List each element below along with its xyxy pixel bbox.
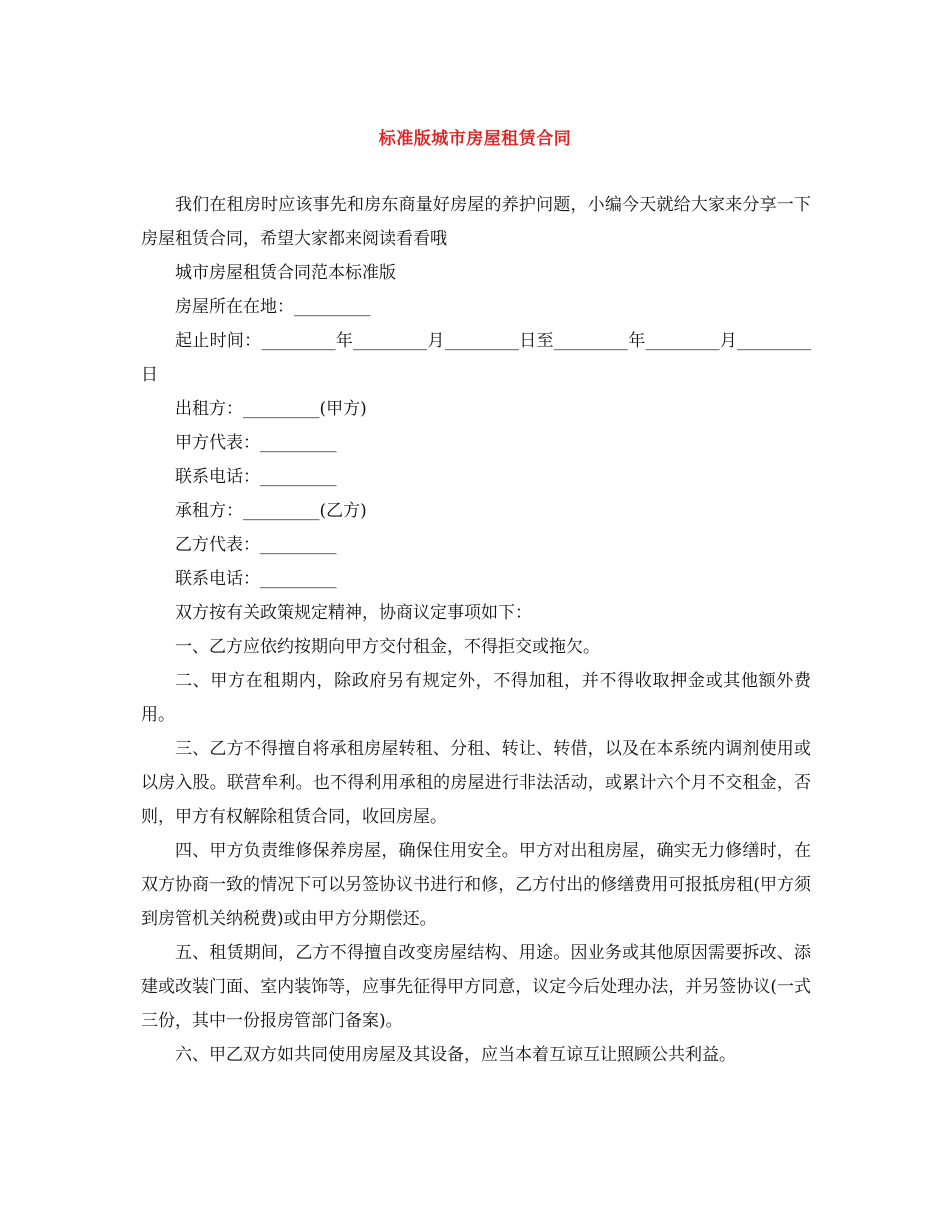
intro-paragraph: 我们在租房时应该事先和房东商量好房屋的养护问题，小编今天就给大家来分享一下房屋租赁合同，希望大家都来阅读看看哦 [141, 195, 811, 249]
clause-2: 二、甲方在租期内，除政府另有规定外，不得加租，并不得收取押金或其他额外费用。 [141, 671, 811, 725]
field-party-b-representative: 乙方代表：_________ [175, 535, 337, 555]
contract-heading-line: 城市房屋租赁合同范本标准版 [175, 263, 396, 283]
field-party-b-phone: 联系电话：_________ [175, 569, 337, 589]
document-body [141, 188, 811, 1072]
clause-6: 六、甲乙双方如共同使用房屋及其设备，应当本着互谅互让照顾公共利益。 [175, 1045, 736, 1065]
clause-4: 四、甲方负责维修保养房屋，确保住用安全。甲方对出租房屋，确实无力修缮时，在双方协商一致的情况下可以另签协议书进行和修，乙方付出的修缮费用可报抵房租(甲方须到房管机关纳税费)或由甲方分期偿还。 [141, 841, 811, 929]
field-party-a-representative: 甲方代表：_________ [175, 433, 337, 453]
field-party-a-phone: 联系电话：_________ [175, 467, 337, 487]
field-house-location: 房屋所在在地：_________ [175, 297, 371, 317]
document-title: 标准版城市房屋租赁合同 [378, 129, 572, 149]
clause-5: 五、租赁期间，乙方不得擅自改变房屋结构、用途。因业务或其他原因需要拆改、添建或改装门面、室内装饰等，应事先征得甲方同意，议定今后处理办法，并另签协议(一式三份，其中一份报房管部门备案)。 [141, 943, 811, 1031]
agreement-preamble: 双方按有关政策规定精神，协商议定事项如下： [175, 603, 532, 623]
clause-1: 一、乙方应依约按期向甲方交付租金，不得拒交或拖欠。 [175, 637, 600, 657]
field-lease-period: 起止时间：_________年_________月_________日至_________年_________月_________日 [141, 331, 811, 385]
field-lessee: 承租方：_________(乙方) [175, 501, 367, 521]
clause-3: 三、乙方不得擅自将承租房屋转租、分租、转让、转借，以及在本系统内调剂使用或以房入股。联营牟利。也不得利用承租的房屋进行非法活动，或累计六个月不交租金，否则，甲方有权解除租赁合同，收回房屋。 [141, 739, 811, 827]
field-lessor: 出租方：_________(甲方) [175, 399, 367, 419]
